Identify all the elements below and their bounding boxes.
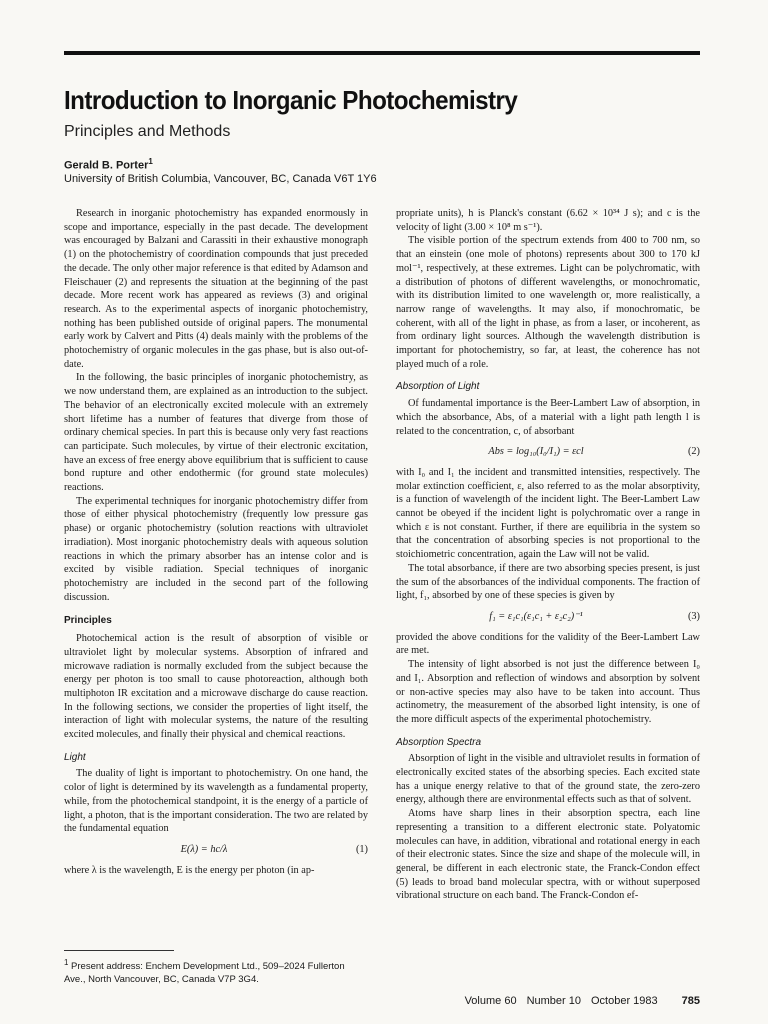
- equation-1: [64, 843, 368, 857]
- equation-number: (3): [687, 610, 700, 622]
- author-footnote-mark: 1: [148, 157, 153, 166]
- equation-3: [396, 610, 700, 624]
- equation-body: E(λ) = hc/λ: [180, 843, 228, 855]
- equation-body: f₁ = ε₁c₁(ε₁c₁ + ε₂c₂)⁻¹: [489, 610, 583, 622]
- paragraph: The intensity of light absorbed is not just the difference between I₀ and I₁. Absorption and reflection of windows and absorption by solvent or non-active species may also have to be taken into account. Thus actinometry, the measurement of the absorbed light intensity, is one of the more difficult aspects of the experimental photochemistry.: [396, 659, 700, 725]
- paragraph: Of fundamental importance is the Beer-Lambert Law of absorption, in which the absorbance, Abs, of a material with a light path length l is related to the concentration, c, of absorbant: [396, 398, 700, 437]
- page-number: 785: [681, 995, 700, 1007]
- footer-number: Number 10: [526, 995, 581, 1007]
- paragraph: Photochemical action is the result of absorption of visible or ultraviolet light by molecular systems. Absorption of infrared and microwave radiation is normally excluded from the subject because the energy per photon is too small to cause photoreaction, although both multiphoton IR excitation and a microwave discharge do cause reaction. In the following sections, we consider the properties of light itself, the interaction of light with molecular systems, the nature of the resulting excited molecules, and finally their physical and chemical reactions.: [64, 633, 368, 741]
- footer-volume: Volume 60: [464, 995, 517, 1007]
- subsection-heading-absorption-spectra: Absorption Spectra: [396, 736, 482, 748]
- equation-body: Abs = log₁₀(I₀/I₁) = εcl: [488, 446, 584, 458]
- paragraph: propriate units), h is Planck's constant (6.62 × 10³⁴ J s); and c is the velocity of light (3.00 × 10⁸ m s⁻¹).: [396, 208, 700, 233]
- article-title: Introduction to Inorganic Photochemistry: [64, 85, 518, 115]
- equation-number: (2): [687, 446, 700, 458]
- right-column: [396, 207, 700, 903]
- paragraph: Atoms have sharp lines in their absorption spectra, each line representing a transition to a different electronic state. Polyatomic molecules can have, in addition, vibrational and rotational energy in each of their electronic states. Since the size and shape of the molecule will, in general, be different in each electronic state, the Franck-Condon effect (5) leads to broad band molecular spectra, with or without superposed vibrational structure on each band. The Franck-Condon ef-: [396, 808, 700, 902]
- footnote-mark: 1: [64, 958, 69, 967]
- paragraph: Absorption of light in the visible and ultraviolet results in formation of electronically excited states of the absorbing species. Each excited state has a unique energy relative to that of the ground state, the zero-zero energy, although there are environmental effects such as that of solvent.: [396, 753, 700, 806]
- paragraph: where λ is the wavelength, E is the energy per photon (in ap-: [64, 864, 315, 876]
- paragraph: with I₀ and I₁ the incident and transmitted intensities, respectively. The molar extinction coefficient, ε, also referred to as the molar absorptivity, is a function of wavelength of the incident light. The Beer-Lambert Law cannot be obeyed if the incident light is polychromatic over a range in which ε is not constant. Further, if there are equilibria in the system so that the concentration of absorbing species is not proportional to the stoichiometric concentration, again the Law will not be valid.: [396, 466, 700, 561]
- author-name: Gerald B. Porter: [64, 159, 149, 172]
- subsection-heading-absorption-of-light: Absorption of Light: [396, 381, 480, 393]
- footnote-text: Present address: Enchem Development Ltd., 509–2024 Fullerton Ave., North Vancouver, BC, Canada V7P 3G4.: [64, 961, 345, 986]
- equation-number: (1): [355, 843, 368, 855]
- paragraph: provided the above conditions for the validity of the Beer-Lambert Law are met.: [396, 631, 700, 657]
- page-footer: [440, 995, 700, 1007]
- author-line: [64, 157, 153, 172]
- author-affiliation: University of British Columbia, Vancouver, BC, Canada V6T 1Y6: [64, 173, 377, 185]
- paragraph: The visible portion of the spectrum extends from 400 to 700 nm, so that an einstein (one mole of photons) represents about 300 to 170 kJ mol⁻¹, respectively, at these extremes. Light can be polychromatic, with a distribution of photons of different wavelengths, or monochromatic, with its distribution limited to one wavelength or, more realistically, a narrow range of wavelengths. It may also, if monochromatic, be coherent, with all of the light in phase, as from a laser, or incoherent, as from ordinary light sources. Although the wavelength distribution is important for photochemistry, so far, at least, the coherence has not played much of a role.: [396, 235, 700, 370]
- section-heading-principles: Principles: [64, 615, 112, 627]
- paragraph: The experimental techniques for inorganic photochemistry differ from those of either physical photochemistry (frequently low pressure gas phase) or organic photochemistry (solution reactions with ultraviolet irradiation). Most inorganic photochemistry deals with aqueous solution reactions in which the primary absorber has an intense color and is excited by visible radiation. Special techniques of inorganic photochemistry are included in the second part of the following discussion.: [64, 495, 368, 603]
- footnote: [64, 956, 368, 986]
- footnote-rule: [64, 950, 174, 951]
- equation-2: [396, 445, 700, 459]
- top-rule: [64, 51, 700, 55]
- left-column: [64, 207, 368, 877]
- article-subtitle: Principles and Methods: [64, 123, 231, 140]
- paragraph: The total absorbance, if there are two absorbing species present, is just the sum of the absorbances of the individual components. The fraction of light, f₁, absorbed by one of these species is given by: [396, 562, 700, 602]
- paragraph: In the following, the basic principles of inorganic photochemistry, as we now understand them, are explained as an introduction to the subject. The behavior of an electronically excited molecule with an extremely short lifetime has a number of features that diverge from those of ordinary chemical species. In part this is because only very fast reactions can participate. Such molecules, by virtue of their electronic excitation, have an excess of free energy above equilibrium that is sufficient to cause bond rupture and other endothermic (for ground state molecules) reactions.: [64, 372, 368, 494]
- footer-date: October 1983: [590, 995, 658, 1007]
- subsection-heading-light: Light: [64, 751, 86, 763]
- paragraph: The duality of light is important to photochemistry. On one hand, the color of light is determined by its wavelength as a fundamental property, while, from the photochemical standpoint, it is the energy of a particle of light, a photon, that is the important consideration. The two are related by the fundamental equation: [64, 768, 368, 835]
- paragraph: Research in inorganic photochemistry has expanded enormously in scope and importance, especially in the past decade. The development was encouraged by Balzani and Carassiti in their exhaustive monograph (1) on the photochemistry of coordination compounds that just preceded the decade. The only other major reference is that edited by Adamson and Fleischauer (2) and represents the situation at the beginning of the past decade. More recent work has appeared as reviews (3) and original research. As to the experimental aspects of inorganic photochemistry, nothing has been published outside of original papers. The monumental early work by Calvert and Pitts (4) deals mainly with the problems of the photochemistry of organic molecules in the gas phase, but is also out-of-date.: [64, 208, 368, 370]
